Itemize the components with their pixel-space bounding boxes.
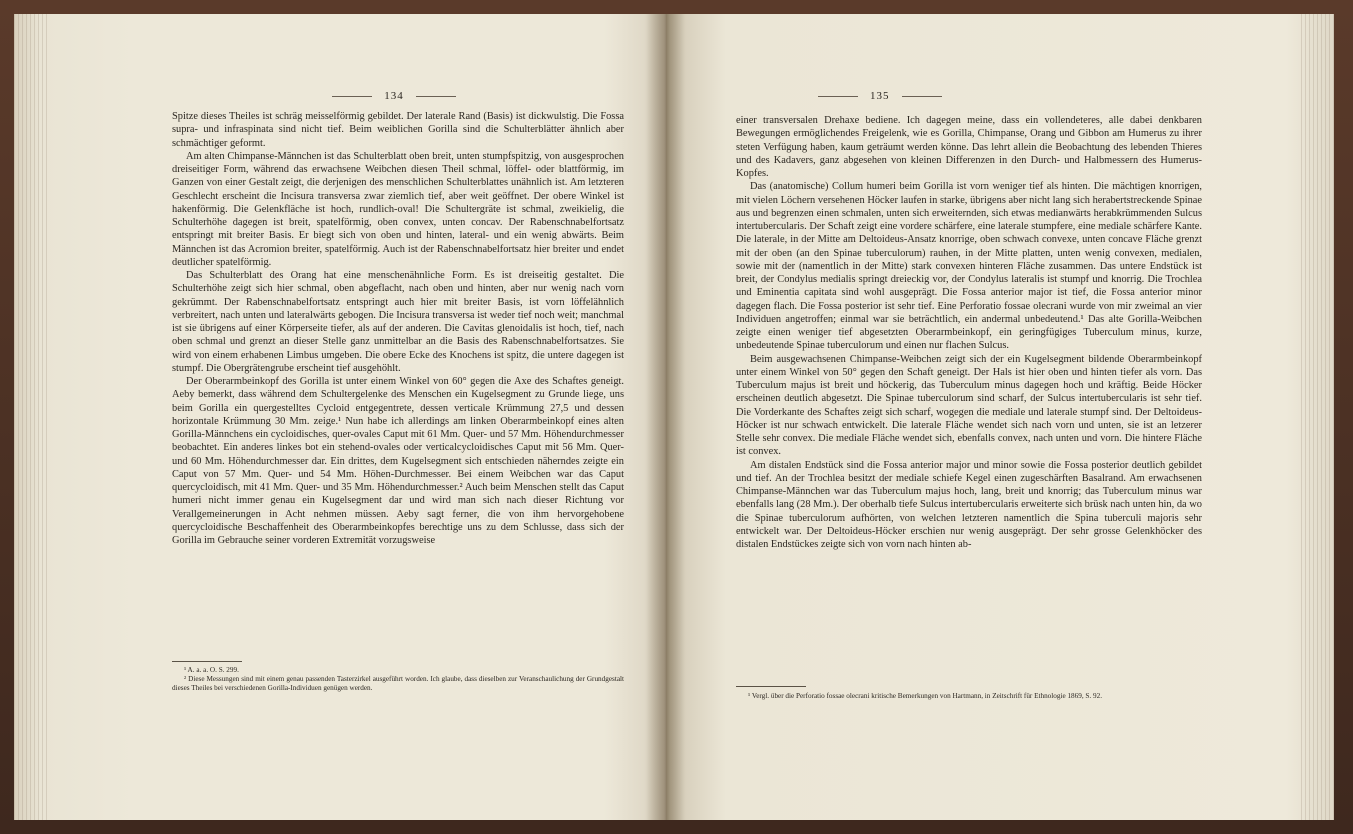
header-rule-right bbox=[416, 96, 456, 97]
right-page bbox=[666, 14, 1334, 820]
left-paragraph-1: Spitze dieses Theiles ist schräg meisselförmig gebildet. Der laterale Rand (Basis) ist dickwulstig. Die Fossa supra- und infraspinata sind nicht tief. Beim weiblichen Gorilla sind die Schulterblätter ähnlich aber schmächtiger geformt. bbox=[172, 111, 624, 149]
left-page-number: 134 bbox=[384, 90, 404, 102]
left-paragraph-2: Am alten Chimpanse-Männchen ist das Schulterblatt oben breit, unten stumpfspitzig, von ausgesprochen dreiseitiger Form, während das erwachsene Weibchen diesen Theil schmal, löffel- oder blattförmig, im Ganzen von einer Gestalt zeigt, die derjenigen des menschlichen Schulterblattes unähnlich ist. Am letzteren Geschlecht erscheint die Incisura transversa zwar ziemlich tief, aber weit geöffnet. Der obere Winkel ist hakenförmig. Die Gelenkfläche ist hoch, rundlich-oval! Die Schultergräte ist schmal, zweikielig, die Schulterhöhe dagegen ist breit, spatelförmig, oben convex, unten concav. Der Rabenschnabelfortsatz entspringt mit breiter Basis. Er biegt sich von oben und hinten, lateral- und ein wenig abwärts. Beim Männchen ist das Acromion breiter, spatelförmig. Auch ist der Rabenschnabelfortsatz hier breiter und endet deutlicher spatelförmig. bbox=[172, 150, 624, 268]
left-body-text bbox=[172, 110, 624, 547]
left-footnote-rule bbox=[172, 661, 242, 662]
left-page-header bbox=[204, 90, 584, 102]
right-page-number: 135 bbox=[870, 90, 890, 102]
right-footnote-rule bbox=[736, 686, 806, 687]
right-paragraph-4: Am distalen Endstück sind die Fossa anterior major und minor sowie die Fossa posterior deutlich gebildet und tief. An der Trochlea besitzt der mediale schiefe Kegel einen zugeschärften Basalrand. Am erwachsenen Chimpanse-Männchen war das Tuberculum majus hoch, lang, breit und knorrig; das Tuberculum minus war ebenfalls lang (28 Mm.). Der oberhalb tiefe Sulcus intertubercularis erweiterte sich brüsk nach unten hin, da wo die Spinae tuberculorum aufhörten, von welchen letzteren namentlich die Spina tuberculi majoris sehr entwickelt war. Der Deltoideus-Höcker erschien nur wenig ausgeprägt. Der sehr grosse Gelenkhöcker des distalen Endstückes zeigte sich von vorn nach hinten ab- bbox=[736, 459, 1202, 550]
right-paragraph-2: Das (anatomische) Collum humeri beim Gorilla ist vorn weniger tief als hinten. Die mächtigen knorrigen, mit vielen Löchern versehenen Höcker laufen in starke, übrigens aber nicht lang sich herabertstreckende Spinae aus und begrenzen einen schmalen, unten sich erweiternden, sich etwas medianwärts herabkrümmenden Sulcus intertubercularis. Der Schaft zeigt eine vordere schärfere, eine laterale stumpfere, eine mediale schärfere Kante. Die laterale, in der Mitte am Deltoideus-Ansatz knorrige, oben schwach convexe, unten concave Fläche grenzt mit der oben (an den Spinae tuberculorum) rauhen, in der Mitte platten, unten wenig convexen, medialen, sowie mit der (namentlich in der Mitte) stark convexen hinteren Fläche zusammen. Das untere Endstück ist breit, der Condylus medialis springt dreieckig vor, der Condylus lateralis ist stumpf und knorrig. Die Trochlea und Eminentia capitata sind wohl ausgeprägt. Die Fossa anterior major ist tief, die Fossa anterior minor dagegen flach. Die Fossa posterior ist sehr tief. Eine Perforatio fossae olecrani wurde von mir zweimal an vier Individuen angetroffen; einmal war sie beträchtlich, ein andermal unbedeutend.¹ Das alte Gorilla-Weibchen zeigte einen weniger tief abgesetzten Oberarmbeinkopf, ein geringfügiges Tuberculum minus, kurze, unbedeutende Spinae tuberculorum und einen nur flachen Sulcus. bbox=[736, 181, 1202, 352]
left-footnotes bbox=[172, 666, 624, 693]
left-page bbox=[14, 14, 666, 820]
right-footnotes bbox=[736, 692, 1202, 701]
left-footnote-2: ² Diese Messungen sind mit einem genau passenden Tasterzirkel ausgeführt worden. Ich glaube, dass dieselben zur Veranschaulichung der Grundgestalt dieses Theiles bei verschiedenen Gorilla-Individuen genügen werden. bbox=[172, 675, 624, 692]
page-edge-decoration bbox=[1300, 14, 1334, 820]
right-paragraph-3: Beim ausgewachsenen Chimpanse-Weibchen zeigt sich der ein Kugelsegment bildende Oberarmbeinkopf unter einem Winkel von 50° gegen den Schaft geneigt. Der Hals ist hier oben und hinten tiefer als vorn. Das Tuberculum majus ist breit und höckerig, das Tuberculum minus dagegen hoch und kräftig. Beide Höcker erscheinen deutlich abgesetzt. Die Spinae tuberculorum sind scharf, der Sulcus intertubercularis ist sehr tief. Die Vorderkante des Schaftes zeigt sich scharf, wogegen die mediale und laterale stumpf sind. Der Deltoideus-Höcker ist nur schwach entwickelt. Die laterale Fläche wendet sich nach vorn und unten, sie ist an letzerer Stelle sehr convex. Die mediale Fläche wendet sich, ebenfalls convex, nach unten und vorn. Die hintere Fläche ist convex. bbox=[736, 353, 1202, 458]
header-rule-left bbox=[332, 96, 372, 97]
right-page-header bbox=[806, 90, 1186, 102]
header-rule-left bbox=[818, 96, 858, 97]
left-paragraph-4: Der Oberarmbeinkopf des Gorilla ist unter einem Winkel von 60° gegen die Axe des Schaftes geneigt. Aeby bemerkt, dass während dem Schultergelenke des Menschen ein Kugelsegment zu Grunde liege, uns beim Gorilla ein quergestelltes Cycloid entgegentrete, dessen verticale Krümmung 27,5 und dessen horizontale Krümmung 30 Mm. zeige.¹ Nun habe ich allerdings am linken Oberarmbeinkopf eines alten Gorilla-Männchens ein cycloidisches, quer-ovales Caput mit 61 Mm. Quer- und 57 Mm. Höhendurchmesser beobachtet. Ein anderes linkes bot ein stehend-ovales oder verticalcycloidisches Caput mit 56 Mm. Quer- und 60 Mm. Höhendurchmesser dar. Ein drittes, dem Kugelsegment sich entschieden näherndes zeigte ein Caput von 57 Mm. Quer- und 54 Mm. Höhen-Durchmesser. Bei einem Weibchen war das Caput quercycloidisch, mit 41 Mm. Quer- und 35 Mm. Höhendurchmesser.² Auch beim Menschen stellt das Caput humeri nicht immer genau ein Kugelsegment dar und wird man sich nach dieser Richtung vor Verallgemeinerungen in Acht nehmen müssen. Aeby sagt ferner, die von ihm hervorgehobene quercycloidische Beschaffenheit des Oberarmbeinkopfes berechtige uns zu dem Schlusse, dass sich der Gorilla im Gebrauche seiner vorderen Extremität vorzugsweise bbox=[172, 376, 624, 546]
left-footnote-1: ¹ A. a. a. O. S. 299. bbox=[184, 666, 239, 674]
left-paragraph-3: Das Schulterblatt des Orang hat eine menschenähnliche Form. Es ist dreiseitig gestaltet. Die Schulterhöhe zeigt sich hier schmal, oben abgeflacht, nach oben und hinten, aber nur wenig nach vorn gekrümmt. Der Rabenschnabelfortsatz entspringt auch hier mit breiter Basis, ist vorn löffelähnlich verbreitert, nach unten und lateralwärts gebogen. Die Incisura transversa ist weder tief noch weit; manchmal ist sie übrigens auf einer Körperseite tiefer, als auf der anderen. Die Cavitas glenoidalis ist hoch, tief, nach oben schmal und grenzt an dieser Stelle ganz unmittelbar an die Basis des Rabenschnabelfortsatzes. Sie wird von einem erhabenen Limbus umgeben. Die obere Ecke des Knochens ist spitz, die untere dagegen ist stumpf. Die Obergrätengrube erscheint tief ausgehöhlt. bbox=[172, 270, 624, 374]
right-paragraph-1: einer transversalen Drehaxe bediene. Ich dagegen meine, dass ein vollendeteres, alle dabei denkbaren Bewegungen ermöglichendes Freigelenk, wie es Gorilla, Chimpanse, Orang und Gibbon am Humerus zu ihrer steten Verfügung haben, kaum geträumt werden könne. Das lehrt allein die Beobachtung des lebenden Thieres und des Kadavers, ganz abgesehen von kleinen Differenzen in den Durch- und Halbmessern des Humerus-Kopfes. bbox=[736, 115, 1202, 179]
right-footnote-1: ¹ Vergl. über die Perforatio fossae olecrani kritische Bemerkungen von Hartmann, in Zeitschrift für Ethnologie 1869, S. 92. bbox=[748, 692, 1102, 700]
page-edge-decoration bbox=[14, 14, 48, 820]
header-rule-right bbox=[902, 96, 942, 97]
right-body-text bbox=[736, 114, 1202, 551]
